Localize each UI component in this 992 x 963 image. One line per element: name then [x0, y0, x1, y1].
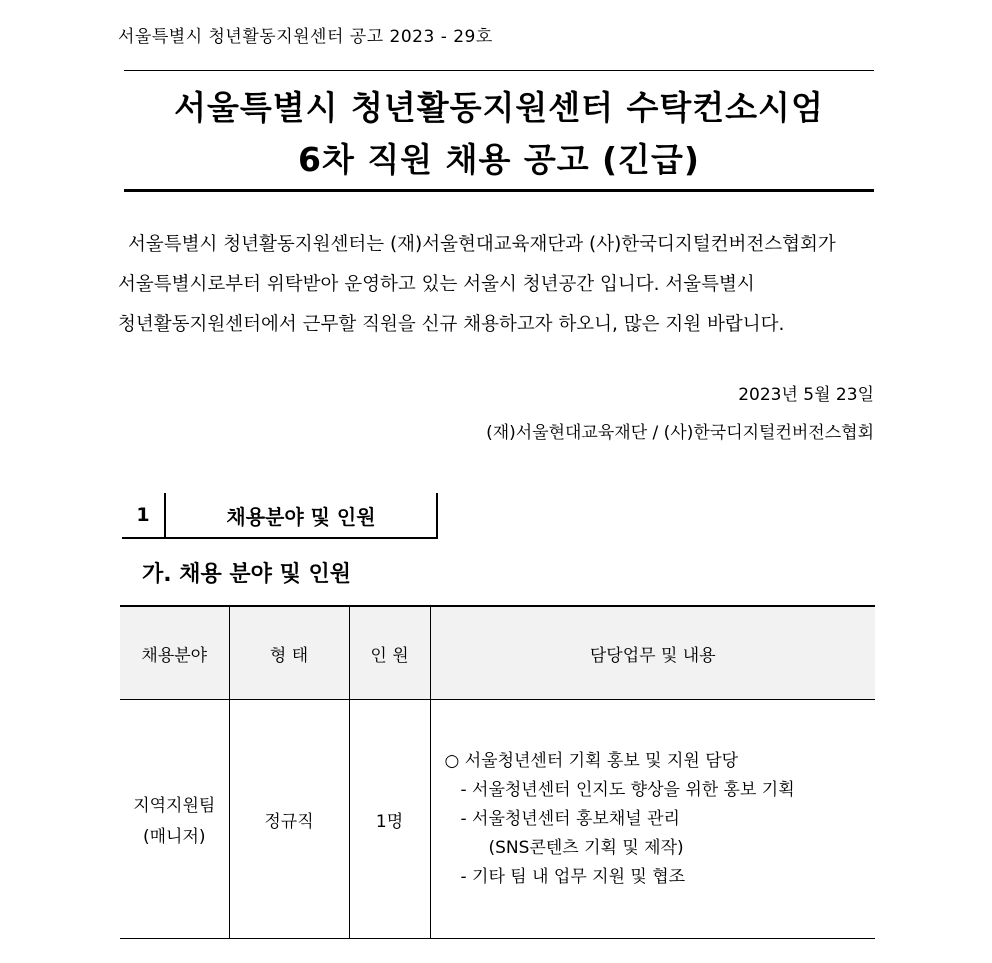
notice-date: 2023년 5월 23일: [738, 385, 874, 405]
table-row: [120, 700, 875, 939]
duty-item-2: - 서울청년센터 홍보채널 관리: [460, 808, 680, 829]
intro-line-1: 서울특별시 청년활동지원센터는 (재)서울현대교육재단과 (사)한국디지털컨버전스협회가: [128, 234, 836, 255]
intro-paragraph: [118, 225, 874, 345]
duty-item-1: - 서울청년센터 인지도 향상을 위한 홍보 기획: [460, 779, 795, 800]
field-name: 지역지원팀: [133, 796, 216, 816]
section-number: 1: [122, 493, 166, 537]
header-count: 인 원: [349, 606, 430, 700]
cell-field: [120, 700, 229, 939]
section-title: 채용분야 및 인원: [226, 504, 376, 529]
duty-item-3: - 기타 팀 내 업무 지원 및 협조: [460, 866, 686, 887]
organizations: (재)서울현대교육재단 / (사)한국디지털컨버전스협회: [486, 423, 874, 443]
recruitment-table: [120, 605, 875, 939]
cell-count: 1명: [349, 700, 430, 939]
page-title-line2: 6차 직원 채용 공고 (긴급): [298, 140, 700, 179]
page-title-line1: 서울특별시 청년활동지원센터 수탁컨소시엄: [174, 88, 824, 127]
duty-main: ○ 서울청년센터 기획 홍보 및 지원 담당: [444, 750, 739, 771]
field-role: (매니저): [142, 827, 206, 847]
cell-type: 정규직: [229, 700, 349, 939]
intro-line-2: 서울특별시로부터 위탁받아 운영하고 있는 서울시 청년공간 입니다. 서울특별시: [118, 274, 755, 295]
header-duties: 담당업무 및 내용: [430, 606, 875, 700]
notice-number: 서울특별시 청년활동지원센터 공고 2023 - 29호: [118, 27, 493, 47]
title-top-rule: [124, 70, 874, 71]
subheading: 가. 채용 분야 및 인원: [142, 562, 352, 587]
cell-duties: [430, 700, 875, 939]
title-bottom-rule: [124, 189, 874, 192]
header-type: 형 태: [229, 606, 349, 700]
duty-item-2-cont: (SNS콘텐츠 기획 및 제작): [488, 837, 684, 858]
table-header-row: [120, 606, 875, 700]
header-field: 채용분야: [120, 606, 229, 700]
intro-line-3: 청년활동지원센터에서 근무할 직원을 신규 채용하고자 하오니, 많은 지원 바랍니다.: [118, 314, 785, 335]
